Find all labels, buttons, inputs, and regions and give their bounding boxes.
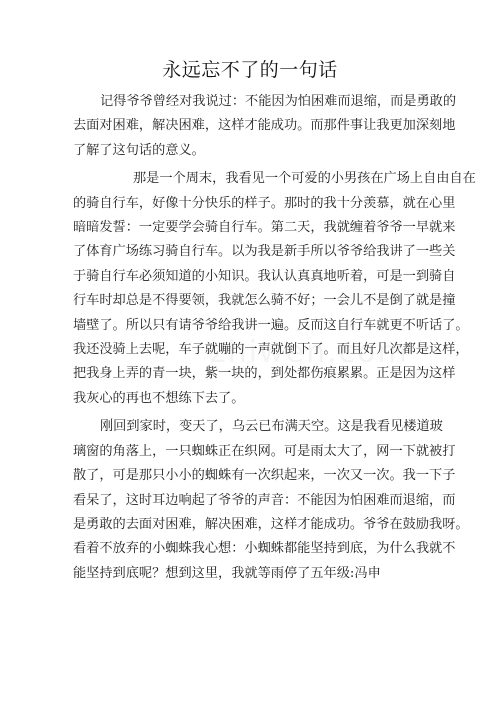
document-body [73, 90, 476, 586]
text-line: 看呆了，这时耳边响起了爷爷的声音：不能因为怕困难而退缩，而 [73, 492, 456, 508]
text-line: 把我身上弄的青一块，紫一块的，到处都伤痕累累。正是因为这样 [73, 366, 456, 382]
text-line: 记得爷爷曾经对我说过：不能因为怕困难而退缩，而是勇敢的 [100, 94, 457, 109]
text-line: 墙壁了。所以只有请爷爷给我讲一遍。反而这自行车就更不听话了。 [73, 317, 469, 333]
paragraph-2 [73, 167, 476, 411]
paragraph-3 [73, 415, 469, 586]
text-line: 了体育广场练习骑自行车。以为我是新手所以爷爷给我讲了一些关 [73, 244, 456, 260]
text-line: 行车时却总是不得要领，我就怎么骑不好；一会儿不是倒了就是撞 [73, 293, 456, 309]
text-line: 暗暗发誓：一定要学会骑自行车。第二天，我就缠着爷爷一早就来 [73, 220, 456, 236]
text-line: 去面对困难，解决困难，这样才能成功。而那件事让我更加深刻地 [73, 118, 456, 134]
text-line: 了解了这句话的意义。 [73, 142, 205, 158]
text-line: 那是一个周末，我看见一个可爱的小男孩在广场上自由自在 [133, 171, 476, 187]
text-line: 我灰心的再也不想练下去了。 [73, 390, 245, 406]
text-line: 于骑自行车必须知道的小知识。我认认真真地听着，可是一到骑自 [73, 268, 456, 284]
text-line: 看着不放弃的小蜘蛛我心想：小蜘蛛都能坚持到底，为什么我就不 [73, 541, 456, 557]
text-line: 的骑自行车，好像十分快乐的样子。那时的我十分羡慕，就在心里 [73, 195, 456, 211]
text-line: 是勇敢的去面对困难，解决困难，这样才能成功。爷爷在鼓励我呀。 [73, 516, 469, 532]
text-line: 能坚持到底呢？想到这里，我就等雨停了五年级:冯申 [73, 565, 381, 581]
text-line: 散了，可是那只小小的蜘蛛有一次织起来，一次又一次。我一下子 [73, 468, 456, 484]
text-line: 璃窗的角落上，一只蜘蛛正在织网。可是雨太大了，网一下就被打 [73, 443, 456, 459]
text-line: 刚回到家时，变天了，乌云已布满天空。这是我看见楼道玻 [100, 419, 443, 435]
text-line: 我还没骑上去呢，车子就嘣的一声就倒下了。而且好几次都是这样， [73, 342, 469, 358]
paragraph-1 [73, 90, 457, 163]
document-title: 永远忘不了的一句话 [162, 59, 338, 81]
